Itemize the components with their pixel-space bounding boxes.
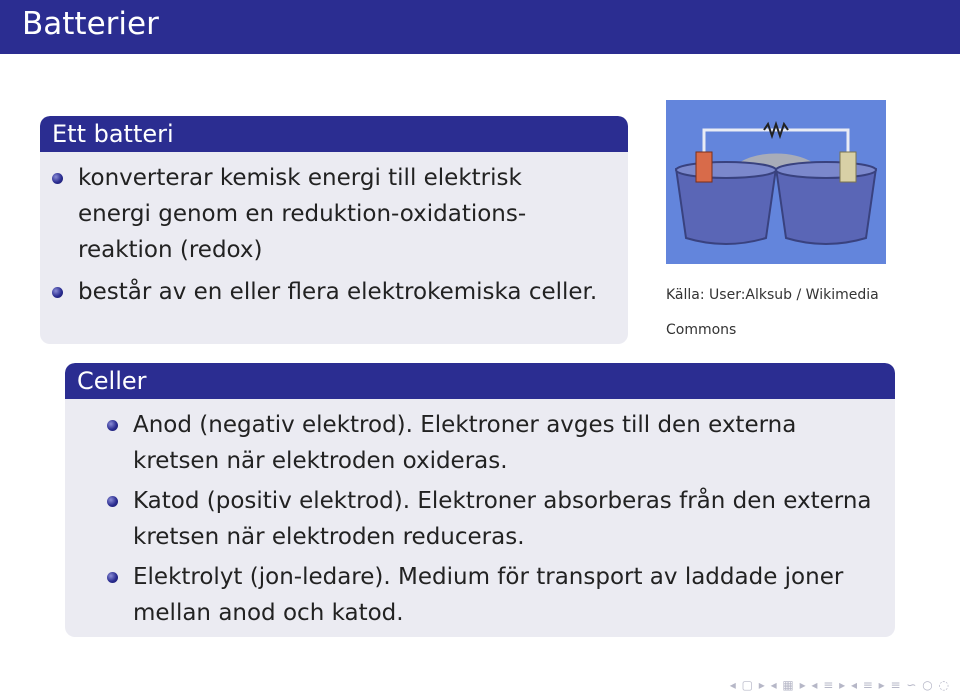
bullet-icon [52,287,63,298]
navigation-controls[interactable]: ◂ ▢ ▸ ◂ ▦ ▸ ◂ ≡ ▸ ◂ ≡ ▸ ≡ ∽ ○ ◌ [729,678,950,692]
battery-list [78,160,598,316]
electrochemical-cell-illustration [666,100,886,264]
list-item [78,274,598,310]
block-battery-title: Ett batteri [40,116,628,152]
list-item [133,559,883,631]
list-item [133,407,883,479]
image-caption: Källa: User:Alksub / Wikimedia [666,287,879,303]
list-item-text: Elektrolyt (jon-ledare). Medium för transport av laddade joner mellan anod och katod. [133,564,844,626]
cells-list [133,407,883,635]
block-battery [40,116,628,344]
list-item-text: består av en eller flera elektrokemiska celler. [78,279,598,305]
list-item-text: Katod (positiv elektrod). Elektroner absorberas från den externa kretsen när elektroden reduceras. [133,488,872,550]
bullet-icon [107,420,118,431]
list-item [78,160,598,268]
image-caption-cont: Commons [666,322,737,338]
battery-cell-image [666,100,886,264]
bullet-icon [107,572,118,583]
bullet-icon [107,496,118,507]
block-cells [65,363,895,637]
list-item [133,483,883,555]
slide-header [0,0,960,54]
bullet-icon [52,173,63,184]
list-item-text: konverterar kemisk energi till elektrisk energi genom en reduktion-oxidations-reaktion (redox) [78,165,527,263]
list-item-text: Anod (negativ elektrod). Elektroner avges till den externa kretsen när elektroden oxideras. [133,412,797,474]
slide-title: Batterier [22,6,159,42]
block-cells-title: Celler [65,363,895,399]
